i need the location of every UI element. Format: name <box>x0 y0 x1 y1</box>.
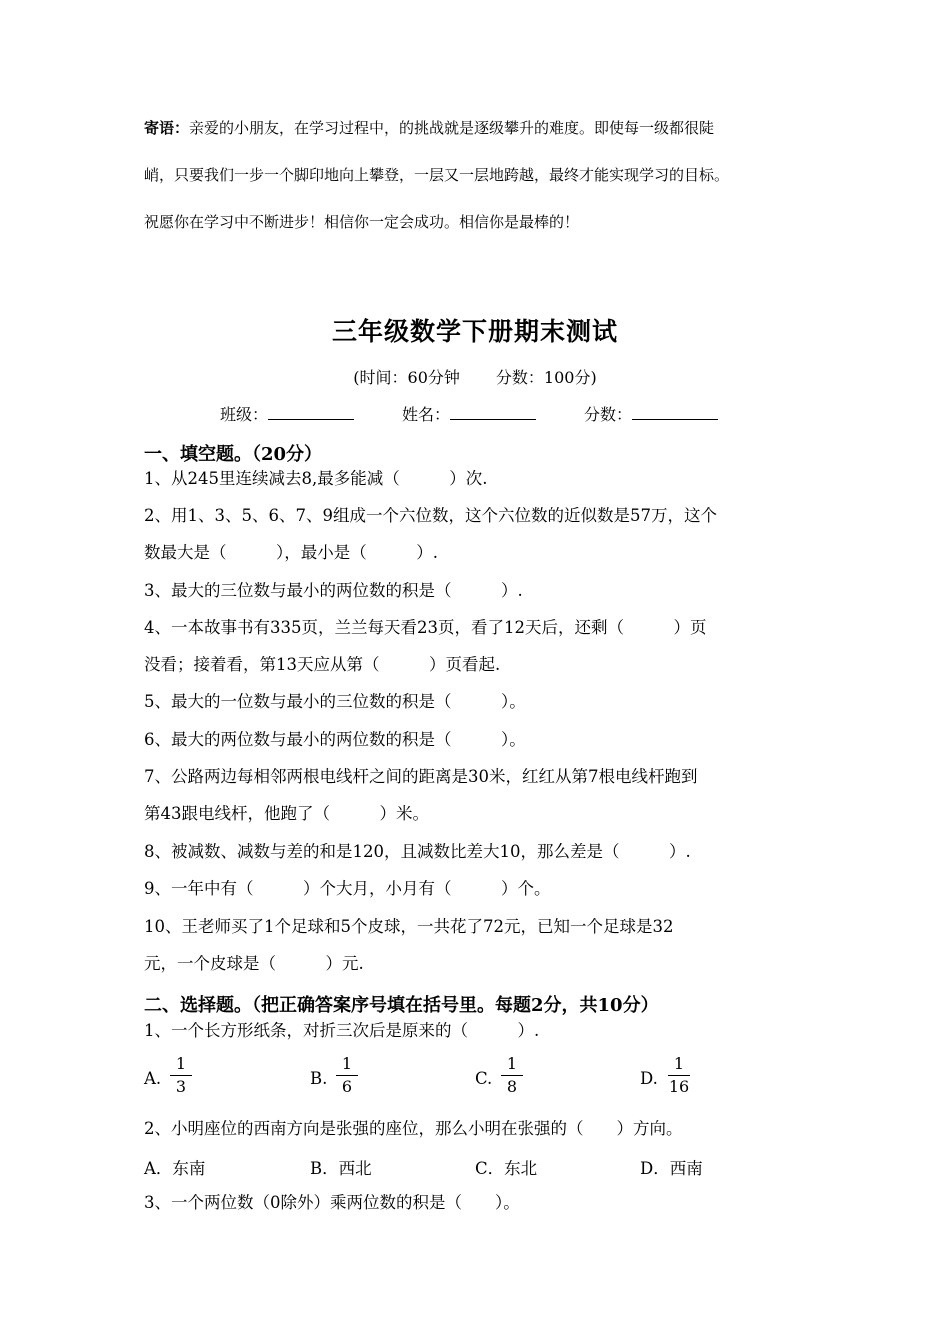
option-c-fraction[interactable] <box>501 1054 523 1097</box>
fraction-denominator: 16 <box>668 1077 690 1096</box>
option-a-label[interactable]: A. <box>144 1069 162 1088</box>
option-b-label[interactable]: B. <box>310 1069 328 1088</box>
fraction-bar <box>501 1075 523 1076</box>
choice-question-1: 1、一个长方形纸条，对折三次后是原来的（ ）. <box>144 1021 540 1040</box>
class-label: 班级： <box>220 405 269 424</box>
fraction-denominator: 3 <box>175 1077 187 1096</box>
fraction-numerator: 1 <box>506 1054 518 1073</box>
greeting-label: 寄语： <box>144 119 190 137</box>
fill-line: 数最大是（ ），最小是（ ）. <box>144 543 438 562</box>
fraction-denominator: 6 <box>341 1077 353 1096</box>
section-1-heading: 一、填空题。（20分） <box>144 444 323 465</box>
name-field[interactable] <box>402 402 536 425</box>
fill-line: 2、用1、3、5、6、7、9组成一个六位数，这个六位数的近似数是57万，这个 <box>144 506 717 525</box>
option-a[interactable]: A．东南 <box>144 1159 206 1178</box>
fill-line: 10、王老师买了1个足球和5个皮球，一共花了72元，已知一个足球是32 <box>144 917 674 936</box>
greeting-line-2: 峭，只要我们一步一个脚印地向上攀登，一层又一层地跨越，最终才能实现学习的目标。 <box>144 166 730 184</box>
fill-line: 7、公路两边每相邻两根电线杆之间的距离是30米，红红从第7根电线杆跑到 <box>144 767 698 786</box>
choice-question-3: 3、一个两位数（0除外）乘两位数的积是（ ）。 <box>144 1193 520 1212</box>
score-blank[interactable] <box>632 405 718 420</box>
name-blank[interactable] <box>450 405 536 420</box>
fill-line: 6、最大的两位数与最小的两位数的积是（ ）。 <box>144 730 526 749</box>
fraction-bar <box>336 1075 358 1076</box>
option-a-fraction[interactable] <box>170 1054 192 1097</box>
fraction-bar <box>170 1075 192 1076</box>
option-d[interactable]: D．西南 <box>640 1159 703 1178</box>
fill-line: 没看；接着看，第13天应从第（ ）页看起. <box>144 655 501 674</box>
fill-line: 1、从245里连续减去8,最多能减（ ）次. <box>144 469 488 488</box>
name-label: 姓名： <box>402 405 451 424</box>
greeting-line-1 <box>144 118 714 138</box>
class-blank[interactable] <box>268 405 354 420</box>
fraction-bar <box>668 1075 690 1076</box>
choice-question-2: 2、小明座位的西南方向是张强的座位，那么小明在张强的（ ）方向。 <box>144 1119 683 1138</box>
fill-line: 元，一个皮球是（ ）元. <box>144 954 364 973</box>
greeting-line-3: 祝愿你在学习中不断进步！相信你一定会成功。相信你是最棒的！ <box>144 213 580 231</box>
option-d-fraction[interactable] <box>668 1054 690 1097</box>
option-d-label[interactable]: D. <box>640 1069 658 1088</box>
option-c[interactable]: C．东北 <box>475 1159 538 1178</box>
fill-line: 8、被减数、减数与差的和是120，且减数比差大10，那么差是（ ）. <box>144 842 691 861</box>
option-b-fraction[interactable] <box>336 1054 358 1097</box>
score-label: 分数： <box>584 405 633 424</box>
page-title: 三年级数学下册期末测试 <box>331 317 618 346</box>
fill-line: 3、最大的三位数与最小的两位数的积是（ ）. <box>144 581 523 600</box>
section-2-heading: 二、选择题。（把正确答案序号填在括号里。每题2分，共10分） <box>144 995 659 1016</box>
fill-line: 5、最大的一位数与最小的三位数的积是（ ）。 <box>144 692 526 711</box>
option-c-label[interactable]: C. <box>475 1069 493 1088</box>
fraction-numerator: 1 <box>673 1054 685 1073</box>
total-score: 分数：100分) <box>495 368 597 387</box>
fraction-denominator: 8 <box>506 1077 518 1096</box>
exam-meta <box>0 365 950 388</box>
fraction-numerator: 1 <box>175 1054 187 1073</box>
class-field[interactable] <box>220 402 354 425</box>
fill-line: 9、一年中有（ ）个大月，小月有（ ）个。 <box>144 879 551 898</box>
fraction-numerator: 1 <box>341 1054 353 1073</box>
fill-line: 第43跟电线杆，他跑了（ ）米。 <box>144 804 429 823</box>
option-b[interactable]: B．西北 <box>310 1159 372 1178</box>
time-limit: (时间：60分钟 <box>353 368 460 387</box>
greeting-text-1: 亲爱的小朋友，在学习过程中，的挑战就是逐级攀升的难度。即使每一级都很陡 <box>189 119 715 137</box>
score-field[interactable] <box>584 402 718 425</box>
fill-line: 4、一本故事书有335页，兰兰每天看23页，看了12天后，还剩（ ）页 <box>144 618 707 637</box>
